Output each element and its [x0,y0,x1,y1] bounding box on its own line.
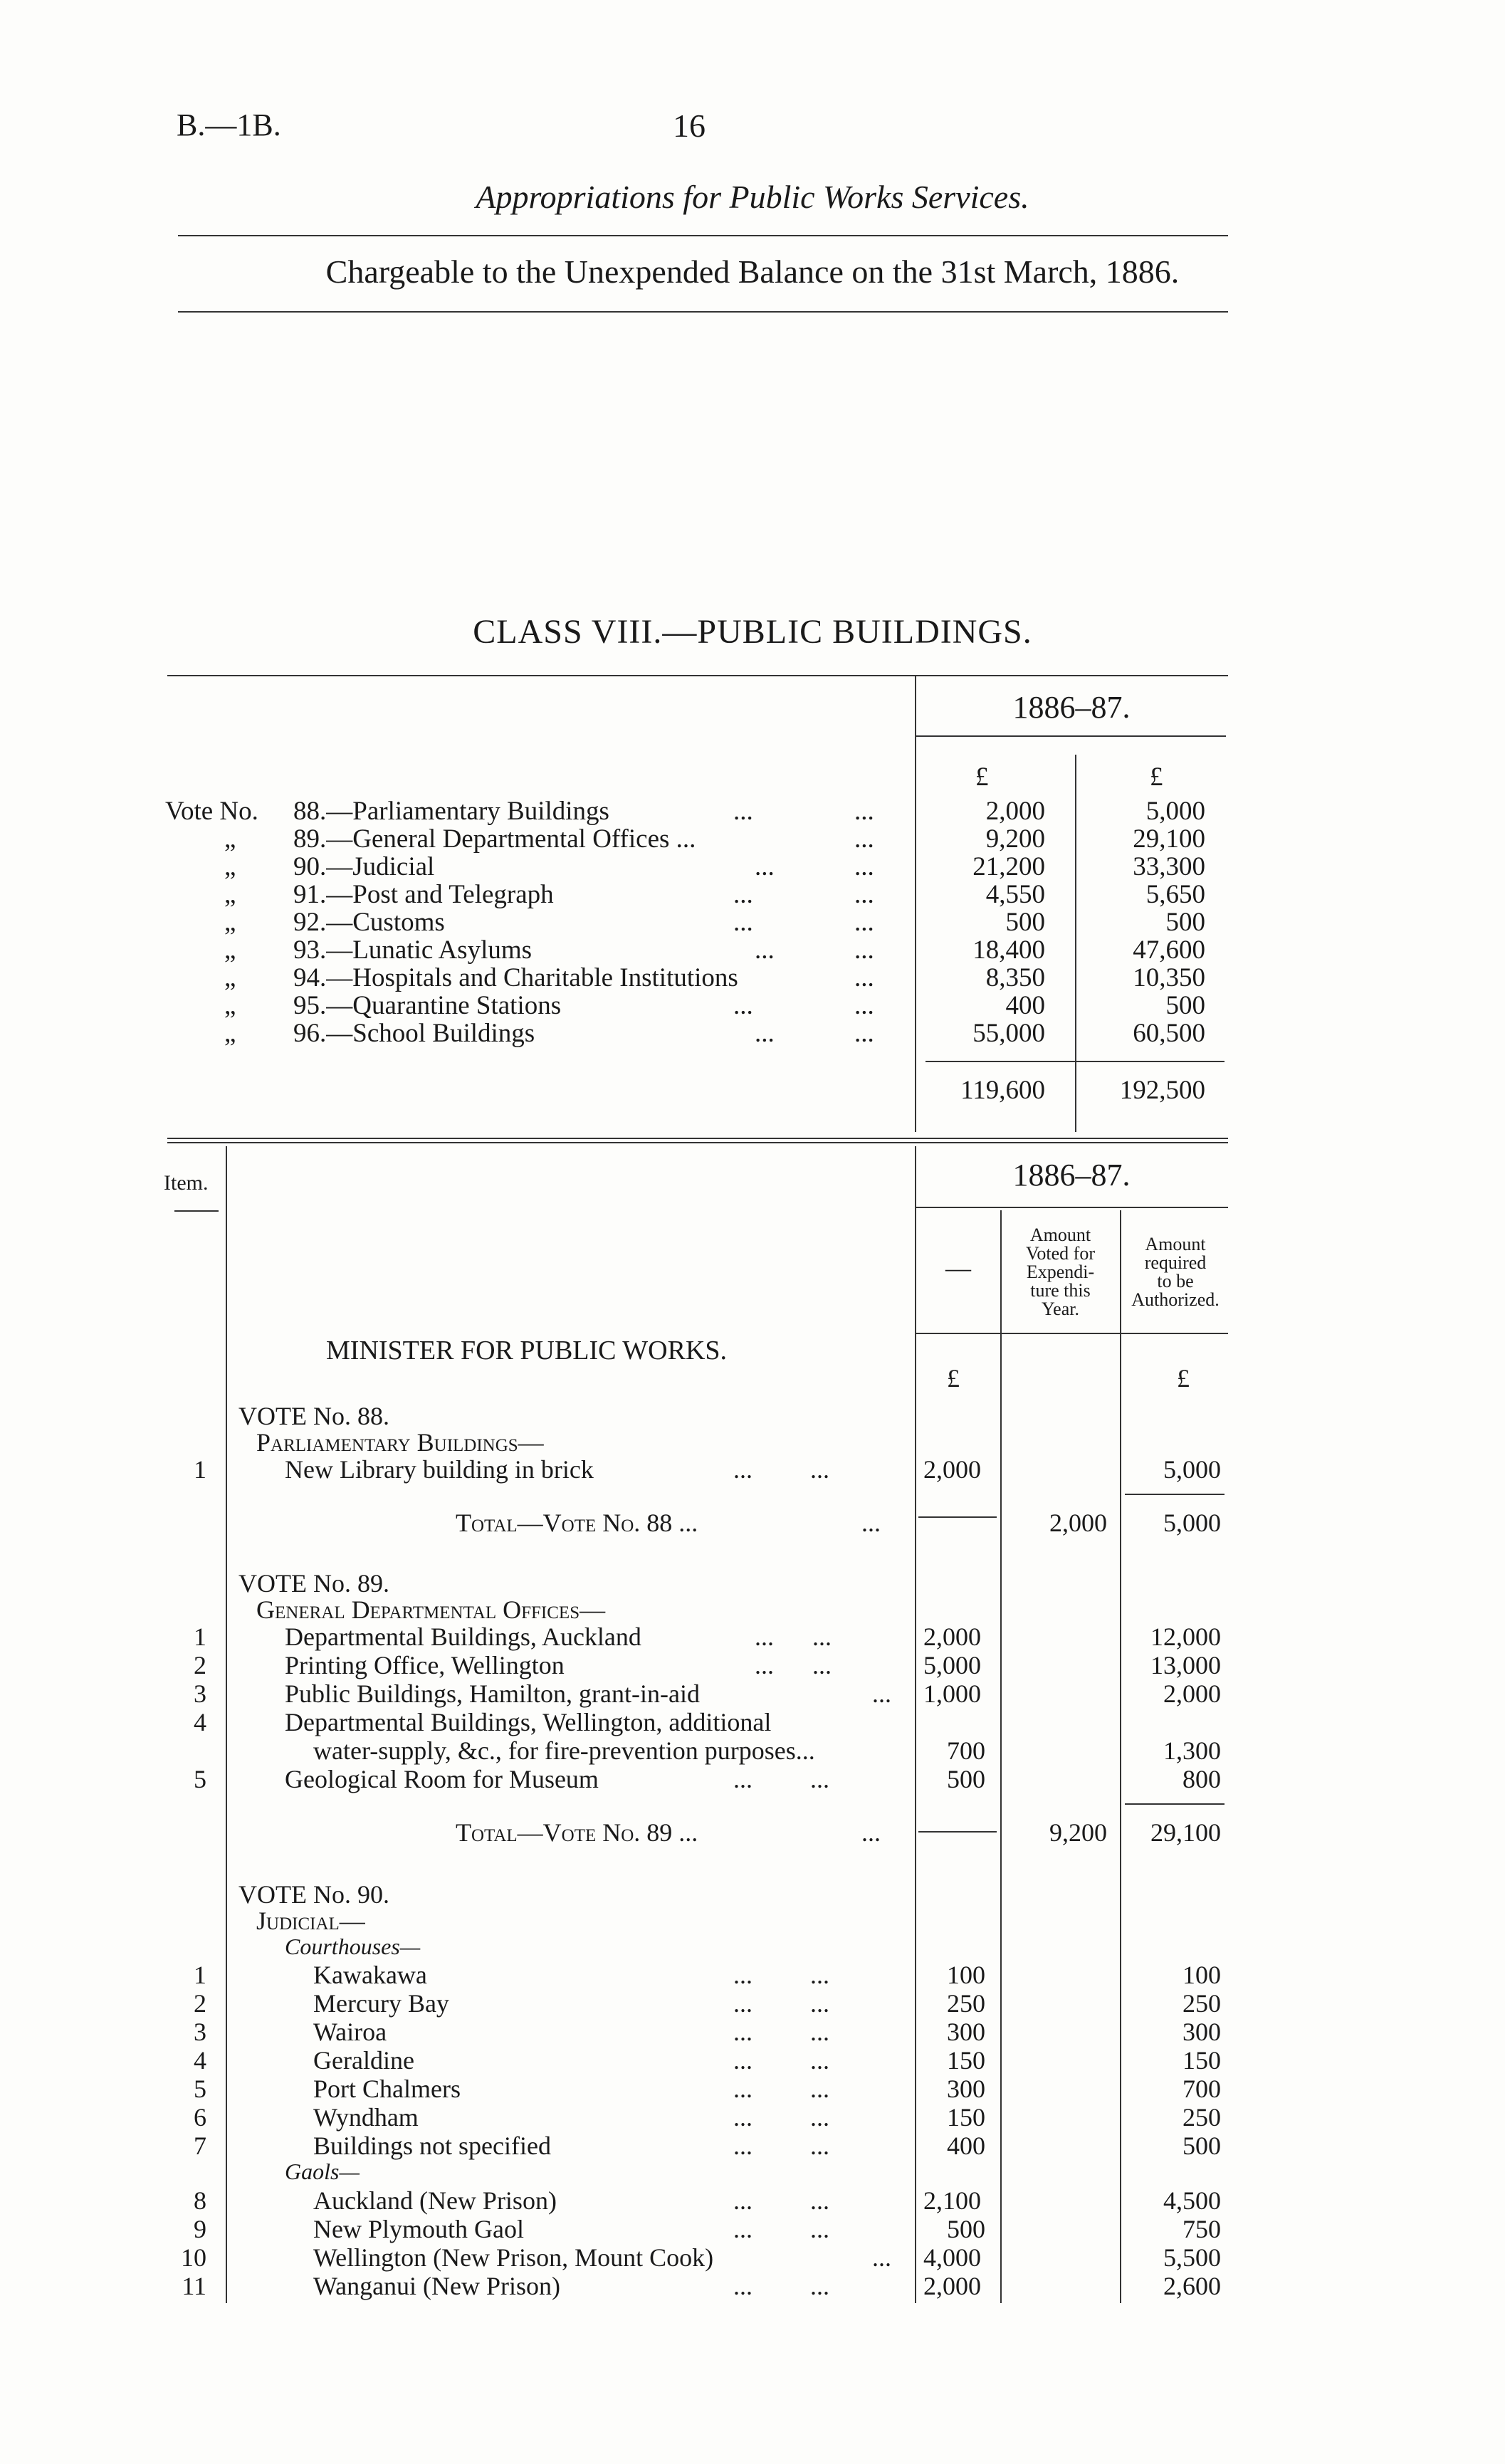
leader-dots: ... [733,991,753,1020]
total-rule-c [1125,1803,1225,1805]
item-amount-c: 100 [1182,1961,1221,1989]
vote-total-c: 5,000 [1163,1509,1221,1537]
detail-unit-3: £ [1177,1364,1190,1393]
ditto-mark: „ [224,963,236,992]
sub-heading-courthouses: Courthouses— [285,1934,421,1959]
item-label: Geological Room for Museum [285,1765,599,1793]
leader-dots: ... ... [733,2075,829,2103]
leader-dots: ... [854,908,874,937]
summary-row-amount-b: 29,100 [1133,824,1205,854]
item-number: 5 [194,2075,206,2103]
summary-row-amount-a: 55,000 [972,1019,1045,1048]
item-number: 7 [194,2132,206,2160]
vote-total-c: 29,100 [1150,1818,1221,1847]
col2-header-line: Voted for [1025,1243,1095,1264]
ditto-mark: „ [224,1019,236,1048]
leader-dots: ... [854,880,874,909]
item-amount-a: 4,000 [923,2243,981,2272]
item-label: Wellington (New Prison, Mount Cook) [313,2243,714,2272]
leader-dots: ... [854,991,874,1020]
leader-dots: ... [872,2243,891,2272]
leader-dots: ... [733,797,753,826]
summary-row-amount-b: 60,500 [1133,1019,1205,1048]
item-amount-c: 4,500 [1163,2186,1221,2215]
subtitle-rule [178,311,1228,313]
summary-total-rule [925,1061,1225,1062]
col2-header-line: ture this [1030,1280,1091,1301]
item-number: 1 [194,1961,206,1989]
sub-heading-gaols: Gaols— [285,2159,360,2184]
class-title: CLASS VIII.—PUBLIC BUILDINGS. [473,613,1032,651]
summary-divider-1 [915,676,916,1132]
item-label: New Plymouth Gaol [313,2215,524,2243]
summary-row-label: 94.—Hospitals and Charitable Institutions [293,963,738,992]
col2-header [1002,1226,1118,1318]
item-label: Buildings not specified [313,2132,551,2160]
item-number: 3 [194,1679,206,1708]
summary-top-rule [167,675,1228,676]
detail-amount-divider [915,1146,916,2303]
item-amount-a: 500 [947,2215,985,2243]
leader-dots: ... [733,880,753,909]
vote-total-b: 2,000 [1049,1509,1107,1537]
detail-item-divider [226,1146,227,2303]
summary-row-label: 88.—Parliamentary Buildings [293,797,609,826]
leader-dots: ... ... [733,2186,829,2215]
item-amount-a: 2,000 [923,2272,981,2300]
summary-row-label: 95.—Quarantine Stations [293,991,562,1020]
col3-header-line: required [1144,1252,1207,1273]
summary-row-amount-b: 5,000 [1145,797,1205,826]
col3-header-line: Authorized. [1131,1289,1220,1310]
item-label: Wairoa [313,2018,387,2046]
item-amount-c: 800 [1182,1765,1221,1793]
ditto-mark: „ [224,991,236,1020]
vote-total-label: Total—Vote No. 89 ... [456,1818,698,1847]
item-label: New Library building in brick [285,1455,594,1484]
summary-row-label: 92.—Customs [293,908,445,937]
page-number: 16 [673,108,706,144]
leader-dots: ... ... [733,1989,829,2018]
summary-total-a: 119,600 [960,1076,1045,1105]
summary-row-label: 91.—Post and Telegraph [293,880,554,909]
vote-heading: Parliamentary Buildings— [256,1428,544,1457]
summary-total-b: 192,500 [1119,1076,1205,1105]
vote-title: VOTE No. 88. [238,1402,389,1430]
item-amount-c: 12,000 [1150,1622,1221,1651]
item-number: 4 [194,2046,206,2075]
item-label: Public Buildings, Hamilton, grant-in-aid [285,1679,700,1708]
ditto-mark: „ [224,908,236,937]
vote-title: VOTE No. 89. [238,1569,389,1598]
summary-year-rule [916,735,1226,737]
item-amount-c: 2,600 [1163,2272,1221,2300]
item-amount-a: 250 [947,1989,985,2018]
ditto-mark: „ [224,852,236,881]
item-number: 10 [181,2243,206,2272]
ditto-mark: „ [224,880,236,909]
item-amount-a: 2,000 [923,1622,981,1651]
document-code: B.—1B. [177,108,281,142]
summary-row-label: 89.—General Departmental Offices ... [293,824,696,854]
leader-dots: ... ... [733,2103,829,2132]
total-rule [918,1831,997,1833]
leader-dots: ... ... [733,1765,829,1793]
leader-dots: ... [861,1818,881,1847]
col2-header-line: Amount [1029,1225,1091,1245]
col2-header-line: Year. [1042,1299,1079,1319]
item-number: 11 [182,2272,206,2300]
detail-col-divider-2 [1120,1210,1121,2303]
detail-col-divider-1 [1000,1210,1002,2303]
summary-unit-a: £ [975,762,989,792]
col2-header-line: Expendi- [1026,1262,1095,1282]
item-label: Printing Office, Wellington [285,1651,565,1679]
leader-dots: ... [854,1019,874,1048]
item-label: Geraldine [313,2046,414,2075]
leader-dots: ... [861,1509,881,1537]
summary-year: 1886–87. [1012,690,1131,725]
leader-dots: ... ... [755,1622,832,1651]
item-number: 2 [194,1651,206,1679]
item-number: 4 [194,1708,206,1736]
vote-heading: Judicial— [256,1907,365,1935]
leader-dots: ... ... [733,2132,829,2160]
item-label: Wanganui (New Prison) [313,2272,561,2300]
item-amount-c: 700 [1182,2075,1221,2103]
item-amount-a: 2,100 [923,2186,981,2215]
vote-title: VOTE No. 90. [238,1880,389,1909]
item-amount-a: 100 [947,1961,985,1989]
summary-row-amount-b: 47,600 [1133,935,1205,965]
item-amount-c: 5,500 [1163,2243,1221,2272]
summary-row-amount-a: 400 [1005,991,1045,1020]
section-rule-2 [167,1142,1228,1143]
item-label-continued: water-supply, &c., for fire-prevention purposes... [313,1736,815,1765]
leader-dots: ... [755,1019,775,1048]
summary-row-label: 96.—School Buildings [293,1019,535,1048]
item-amount-c: 750 [1182,2215,1221,2243]
detail-year-rule [916,1207,1228,1208]
leader-dots: ... ... [755,1651,832,1679]
ditto-mark: „ [224,935,236,965]
item-amount-c: 250 [1182,2103,1221,2132]
summary-row-amount-b: 10,350 [1133,963,1205,992]
leader-dots: ... [733,908,753,937]
vote-label: Vote No. [165,797,258,826]
summary-row-label: 93.—Lunatic Asylums [293,935,533,965]
summary-divider-2 [1075,755,1076,1132]
item-label: Kawakawa [313,1961,427,1989]
item-amount-a: 1,000 [923,1679,981,1708]
summary-row-amount-b: 33,300 [1133,852,1205,881]
leader-dots: ... [854,824,874,854]
item-label: Departmental Buildings, Wellington, additional [285,1708,772,1736]
item-number: 1 [194,1455,206,1484]
summary-row-amount-a: 9,200 [985,824,1045,854]
leader-dots: ... ... [733,2046,829,2075]
ditto-mark: „ [224,824,236,854]
item-header-rule [174,1210,219,1212]
item-label: Auckland (New Prison) [313,2186,557,2215]
item-number: 5 [194,1765,206,1793]
total-rule [918,1516,997,1518]
item-label: Departmental Buildings, Auckland [285,1622,641,1651]
section-rule [167,1138,1228,1139]
item-label: Wyndham [313,2103,419,2132]
item-amount-a: 500 [947,1765,985,1793]
col3-header-line: Amount [1145,1234,1206,1254]
item-number: 8 [194,2186,206,2215]
summary-row-amount-b: 5,650 [1145,880,1205,909]
item-number: 9 [194,2215,206,2243]
summary-row-amount-a: 18,400 [972,935,1045,965]
page-subtitle: Chargeable to the Unexpended Balance on the 31st March, 1886. [325,253,1180,290]
title-rule [178,235,1228,236]
detail-header-rule [916,1333,1228,1334]
summary-row-label: 90.—Judicial [293,852,435,881]
item-amount-c: 250 [1182,1989,1221,2018]
item-amount-a: 5,000 [923,1651,981,1679]
leader-dots: ... ... [733,1455,829,1484]
item-amount-a: 700 [947,1736,985,1765]
leader-dots: ... [854,963,874,992]
leader-dots: ... ... [733,2018,829,2046]
item-amount-a: 150 [947,2103,985,2132]
summary-row-amount-a: 8,350 [985,963,1045,992]
detail-year: 1886–87. [1012,1158,1131,1192]
item-number: 3 [194,2018,206,2046]
item-amount-c: 2,000 [1163,1679,1221,1708]
item-amount-a: 2,000 [923,1455,981,1484]
leader-dots: ... [854,797,874,826]
item-amount-c: 300 [1182,2018,1221,2046]
vote-total-b: 9,200 [1049,1818,1107,1847]
total-rule-c [1125,1494,1225,1495]
col3-header-line: to be [1157,1271,1194,1291]
col1-header: — [945,1254,971,1282]
page-title: Appropriations for Public Works Services. [476,179,1029,215]
leader-dots: ... ... [733,2272,829,2300]
item-amount-c: 13,000 [1150,1651,1221,1679]
leader-dots: ... ... [733,1961,829,1989]
summary-row-amount-b: 500 [1165,908,1205,937]
summary-row-amount-a: 4,550 [985,880,1045,909]
summary-row-amount-a: 2,000 [985,797,1045,826]
item-label: Mercury Bay [313,1989,449,2018]
summary-row-amount-a: 500 [1005,908,1045,937]
item-number: 6 [194,2103,206,2132]
item-amount-c: 150 [1182,2046,1221,2075]
item-amount-c: 5,000 [1163,1455,1221,1484]
item-amount-a: 400 [947,2132,985,2160]
item-label: Port Chalmers [313,2075,461,2103]
item-number: 1 [194,1622,206,1651]
vote-total-label: Total—Vote No. 88 ... [456,1509,698,1537]
summary-unit-b: £ [1150,762,1163,792]
leader-dots: ... [854,935,874,965]
leader-dots: ... [755,935,775,965]
item-amount-a: 150 [947,2046,985,2075]
leader-dots: ... [755,852,775,881]
leader-dots: ... [854,852,874,881]
summary-row-amount-a: 21,200 [972,852,1045,881]
item-amount-c: 1,300 [1163,1736,1221,1765]
item-number: 2 [194,1989,206,2018]
item-amount-a: 300 [947,2018,985,2046]
leader-dots: ... ... [733,2215,829,2243]
vote-heading: General Departmental Offices— [256,1595,606,1624]
col3-header [1122,1235,1229,1309]
leader-dots: ... [872,1679,891,1708]
item-header: Item. [164,1171,209,1195]
item-amount-c: 500 [1182,2132,1221,2160]
item-amount-a: 300 [947,2075,985,2103]
summary-row-amount-b: 500 [1165,991,1205,1020]
detail-unit-1: £ [947,1364,960,1393]
minister-heading: MINISTER FOR PUBLIC WORKS. [326,1336,728,1365]
